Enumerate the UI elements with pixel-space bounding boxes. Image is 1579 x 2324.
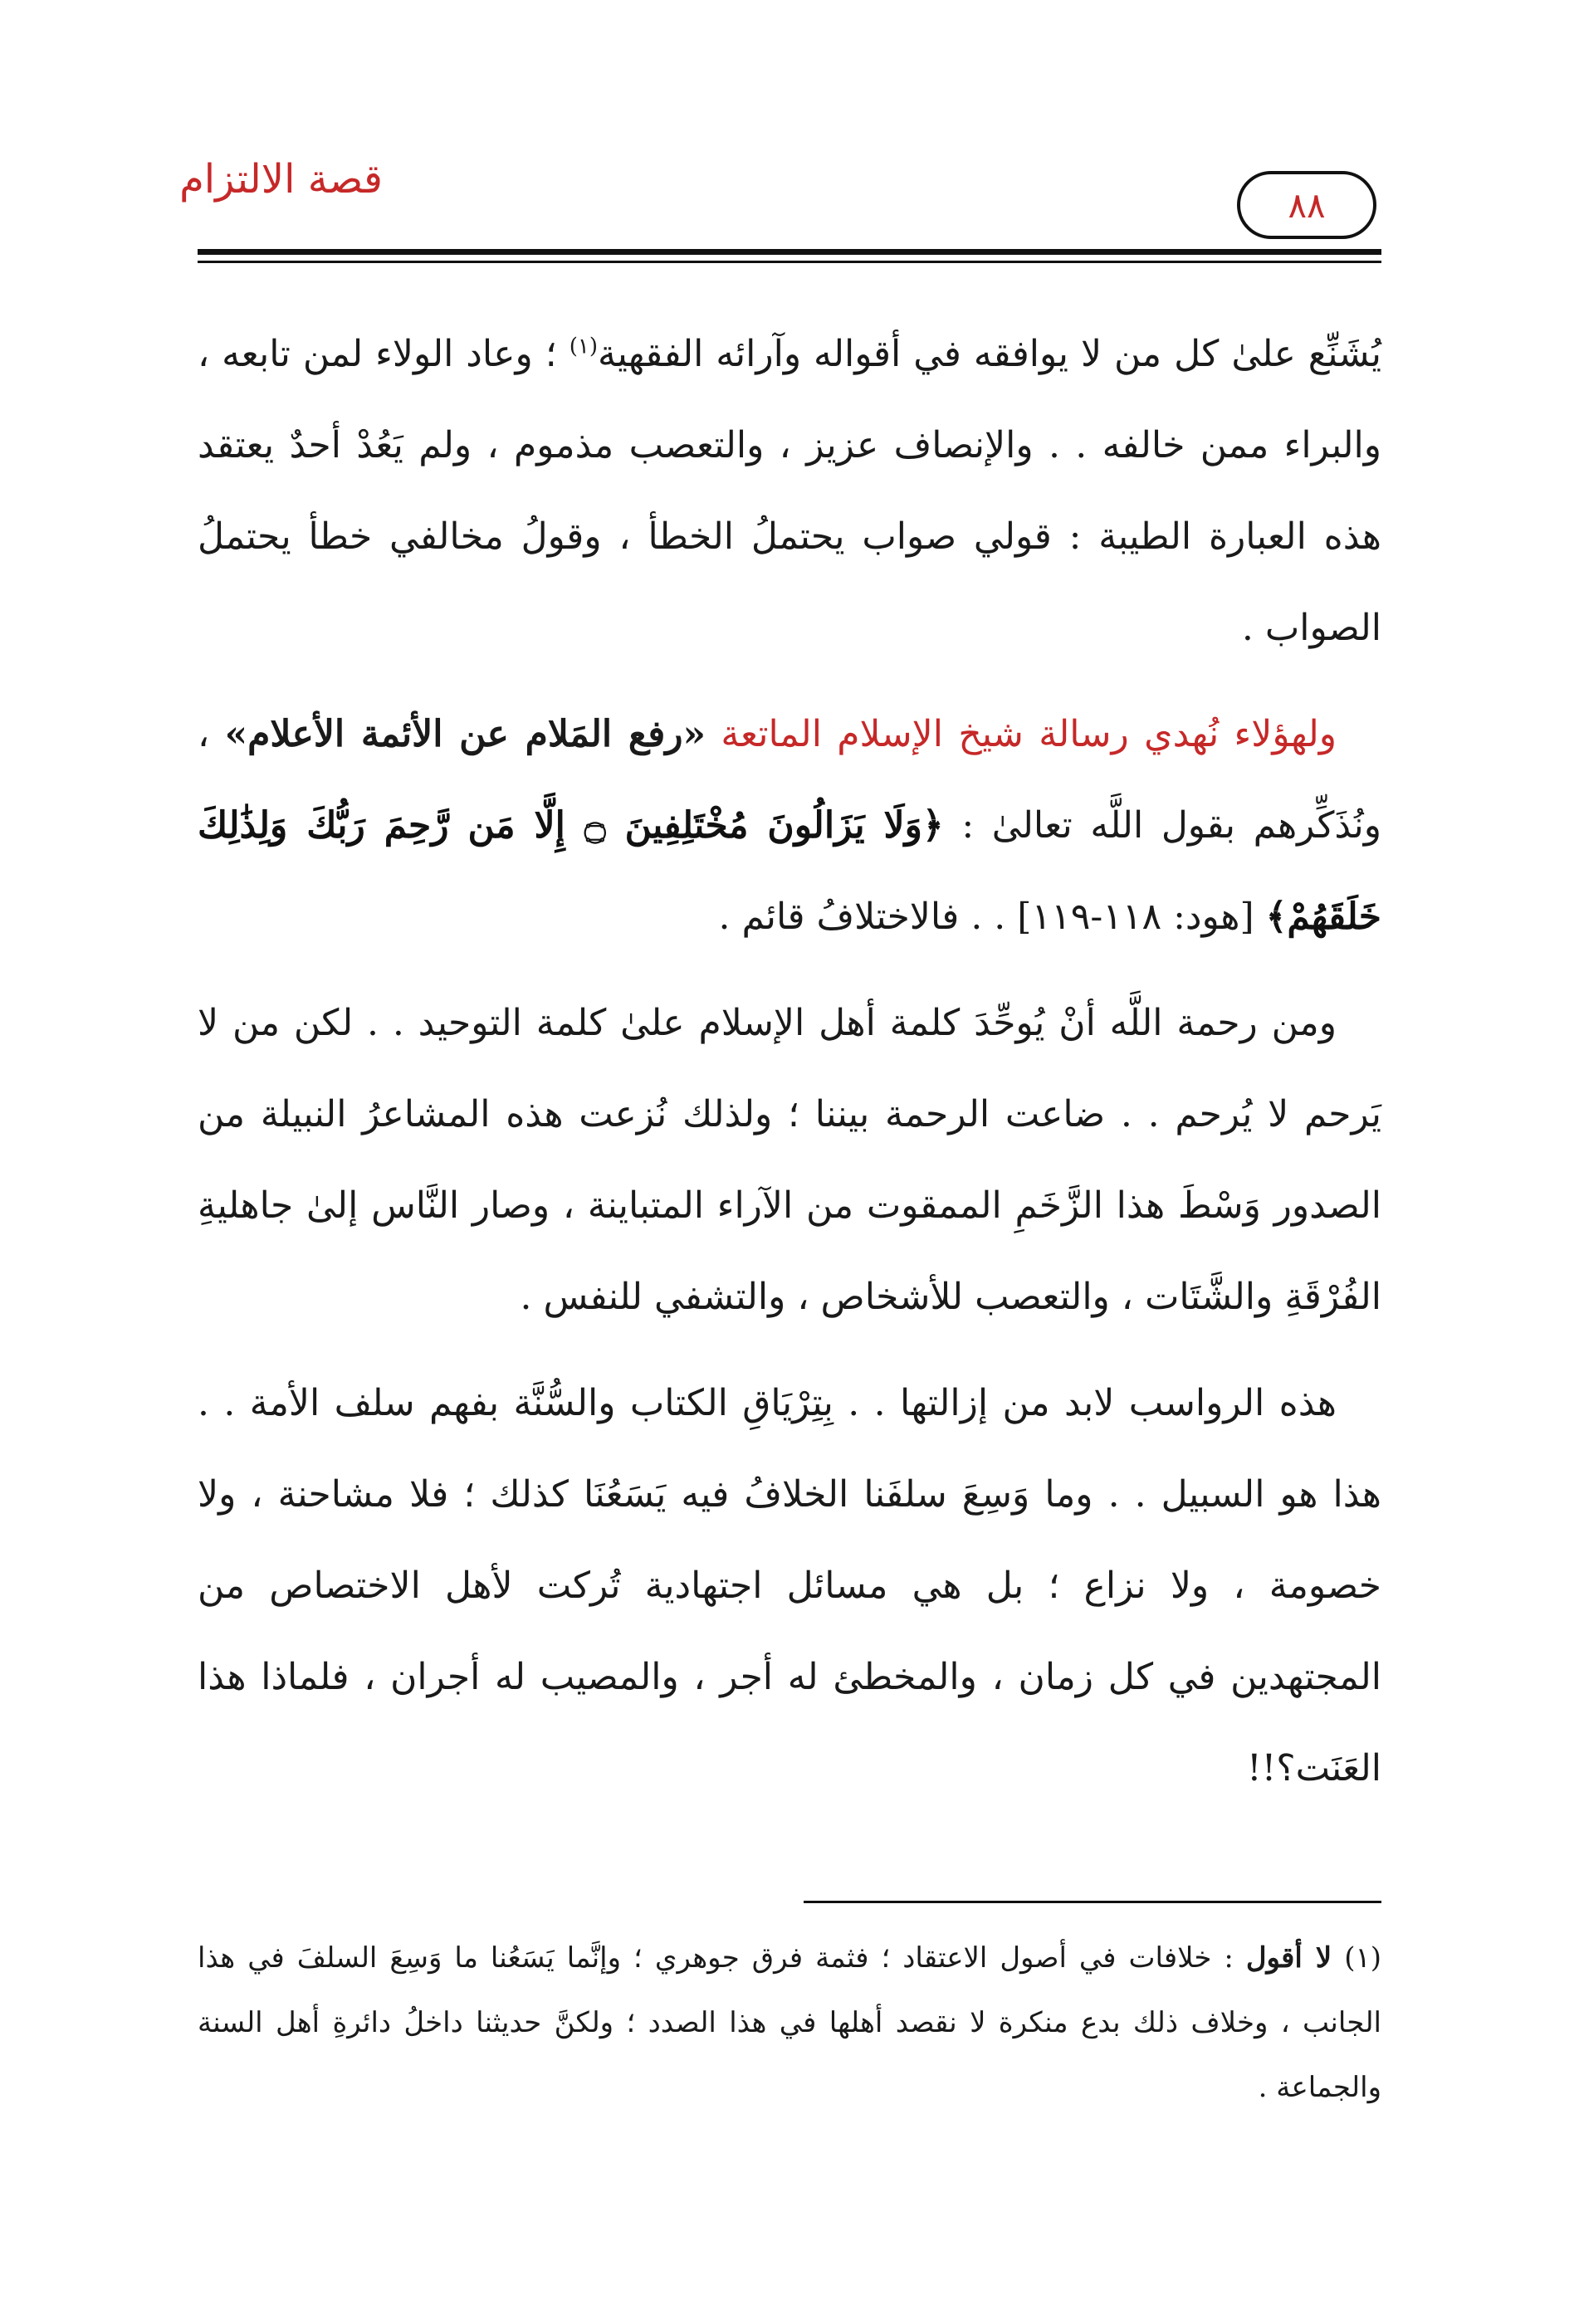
paragraph-2-lead: ولهؤلاء نُهدي رسالة شيخ الإسلام الماتعة	[706, 713, 1337, 755]
paragraph-4: هذه الرواسب لابد من إزالتها . . بِتِرْيَاقِ الكتاب والسُّنَّة بفهم سلف الأمة . . هذا هو السبيل . . وما وَسِعَ سلفَنا الخلافُ فيه يَسَعُنَا كذلك ؛ فلا مشاحنة ، ولا خصومة ، ولا نزاع ؛ بل هي مسائل اجتهادية تُركت لأهل الاختصاص من المجتهدين في كل زمان ، والمخطئ له أجر ، والمصيب له أجران ، فلماذا هذا العَنَت؟!!	[198, 1382, 1381, 1789]
verse-reference: [هود: ١١٨-١١٩]	[1017, 896, 1266, 938]
footnote-marker: (١)	[569, 334, 599, 359]
paragraph-2	[198, 689, 1381, 963]
paragraph-1-text: يُشَنِّع علىٰ كل من لا يوافقه في أقواله وآرائه الفقهية	[598, 333, 1381, 375]
running-title: قصة الالتزام	[179, 156, 383, 203]
footnote	[198, 1926, 1381, 2120]
paragraph-2-text2: . . فالاختلافُ قائم .	[718, 896, 1018, 938]
book-title: «رفع المَلام عن الأئمة الأعلام»	[224, 713, 706, 755]
footnote-number: (١)	[1344, 1941, 1381, 1975]
footnote-separator	[804, 1901, 1381, 1903]
page-number-text: ٨٨	[1288, 184, 1326, 226]
header-rule-thick	[198, 249, 1381, 255]
footnote-text: : خلافات في أصول الاعتقاد ؛ فثمة فرق جوهري ؛ وإنَّما يَسَعُنا ما وَسِعَ السلفَ في هذا الجانب ، وخلاف ذلك بدع منكرة لا نقصد أهلها في هذا الصدد ؛ ولكنَّ حديثنا داخلُ دائرةِ أهل السنة والجماعة .	[198, 1941, 1382, 2104]
footnote-lead: لا أقول	[1245, 1941, 1332, 1975]
footnote-1	[198, 1926, 1381, 2120]
paragraph-2-text1: ، ونُذَكِّرهم بقول اللَّه تعالىٰ :	[198, 713, 1381, 847]
body-text	[198, 309, 1381, 1829]
header-rule-thin	[198, 261, 1381, 263]
paragraph-1-text-after: ؛ وعاد الولاء لمن تابعه ، والبراء ممن خالفه . . والإنصاف عزيز ، والتعصب مذموم ، ولم يَعُدْ أحدٌ يعتقد هذه العبارة الطيبة : قولي صواب يحتملُ الخطأ ، وقولُ مخالفي خطأ يحتملُ الصواب .	[198, 333, 1381, 649]
paragraph-3: ومن رحمة اللَّه أنْ يُوحِّدَ كلمة أهل الإسلام علىٰ كلمة التوحيد . . لكن من لا يَرحم لا يُرحم . . ضاعت الرحمة بيننا ؛ ولذلك نُزعت هذه المشاعرُ النبيلة من الصدور وَسْطَ هذا الزَّخَمِ الممقوت من الآراء المتباينة ، وصار النَّاس إلىٰ جاهليةِ الفُرْقَةِ والشَّتَات ، والتعصب للأشخاص ، والتشفي للنفس .	[198, 1002, 1381, 1318]
paragraph-1	[198, 309, 1381, 674]
quran-verse: ﴿وَلَا يَزَالُونَ مُخْتَلِفِينَ ۝ إِلَّا مَن رَّحِمَ رَبُّكَ وَلِذَٰلِكَ خَلَقَهُمْ﴾	[198, 804, 1381, 938]
page-number	[1237, 171, 1376, 239]
